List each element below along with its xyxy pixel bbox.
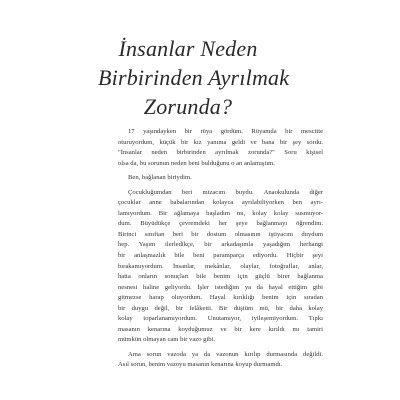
text-line: hatta onların sonuçları bile benim için güçlü birer bağlanma (118, 273, 323, 281)
text-line: Asıl sorun, benim vazoyu masanın kenarına koyup durmamdı. (118, 361, 283, 369)
chapter-title-line: İnsanlar Neden (118, 36, 258, 61)
text-line: hep. Yaşım ilerledikçe, bir arkadaşımla yaşadığım herhangi (118, 241, 323, 249)
text-line: "İnsanlar neden birbirinden ayrılmak zorunda?" Soru kişisel (118, 149, 323, 157)
text-line: masanın kenarına koyduğumuz ve bir kere kırıldı mı tamiri (118, 325, 323, 333)
text-line: oturuyordum, küçük bir kız yanıma geldi ve bana bir şey sordu. (118, 138, 323, 146)
text-line: Birinci sınıftan beri bir dostum olmasının iştiyacını duydum (118, 230, 323, 238)
text-line: bırakamıyordum. İnsanlar, mekânlar, olaylar, fotoğraflar, anlar, (118, 262, 323, 270)
text-line: 17 yaşındayken bir rüya gördüm. Rüyamda bir mescitte (128, 128, 323, 135)
text-line: çocuklar anne babalarından kolayca ayrılabiliyorken ben ayrı- (118, 199, 323, 207)
paragraph (118, 127, 323, 169)
paragraph (118, 350, 323, 371)
text-line: mümkün olmayan cam bir vazo gibi. (118, 336, 216, 344)
text-line: kolay toparlanamıyordum. Unutamıyor, iyileşemiyordum. Tıpkı (118, 315, 323, 323)
chapter-title-line: Zorunda? (143, 94, 233, 119)
text-line: dum. Büyüdükçe çevremdeki her şeye bağlanmayı öğrendim. (118, 220, 323, 228)
paragraph (118, 188, 323, 346)
text-line: olsa da, bu sorunun neden beni bulduğunu o an anlamıştım. (118, 159, 275, 167)
text-line: nesnesi haline geliyordu. İşler istediğim ya da hayal ettiğim gibi (118, 283, 323, 291)
chapter-body (118, 127, 323, 371)
text-line: Çocukluğumdan beri mizacım buydu. Anaokulunda diğer (128, 188, 323, 196)
text-line: bir anlaşmazlık bile beni paramparça ediyordu. Hiçbir şeyi (118, 252, 323, 260)
chapter-title-line: Birbirinden Ayrılmak (98, 65, 290, 90)
paragraph (118, 173, 323, 184)
text-line: Ama sorun vazoda ya da vazonun kırılıp durmasında değildi. (128, 350, 323, 358)
text-line: lamıyordum. Bir ağlamaya başladım mı, kolay kolay susmuyor- (118, 209, 323, 217)
text-line: Ben, bağlanan biriydim. (128, 174, 192, 182)
text-line: bir duygu değil, bir felâketti. Bir düştüm mü, bir daha kolay (118, 304, 323, 312)
text-line: gitmezse harap oluyordum. Hayal kırıklığı benim için sıradan (118, 294, 323, 302)
chapter-title (98, 34, 290, 121)
